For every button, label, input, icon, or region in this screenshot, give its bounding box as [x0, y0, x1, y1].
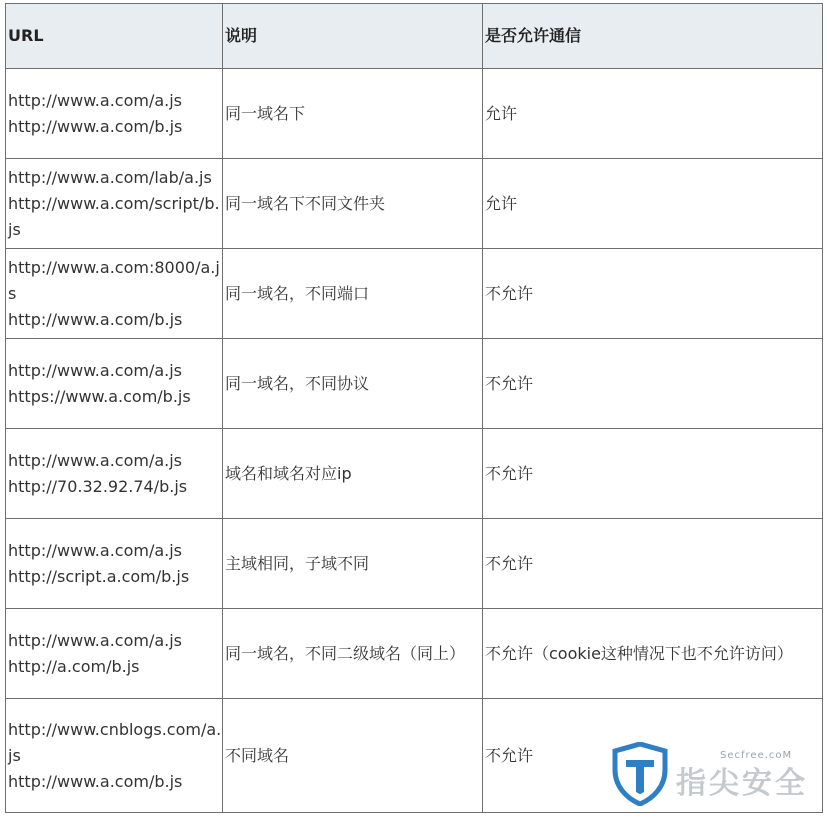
allowed-cell: 不允许 — [483, 519, 823, 609]
table-row — [6, 609, 823, 699]
description-cell: 同一域名下 — [223, 69, 483, 159]
url-cell — [6, 249, 223, 339]
header-description: 说明 — [223, 4, 483, 69]
table-header-row — [6, 4, 823, 69]
allowed-cell: 不允许 — [483, 339, 823, 429]
description-cell: 同一域名下不同文件夹 — [223, 159, 483, 249]
same-origin-table — [5, 3, 823, 813]
url-line: http://script.a.com/b.js — [8, 566, 190, 586]
url-cell — [6, 429, 223, 519]
url-line: http://www.a.com/b.js — [8, 116, 183, 136]
url-line: http://www.cnblogs.com/a.js — [8, 719, 222, 765]
description-cell: 不同域名 — [223, 699, 483, 813]
table-row — [6, 519, 823, 609]
url-line: http://www.a.com/a.js — [8, 360, 183, 380]
url-line: http://www.a.com/b.js — [8, 771, 183, 791]
url-line: http://www.a.com/a.js — [8, 540, 183, 560]
url-line: http://www.a.com/lab/a.js — [8, 167, 212, 187]
url-cell — [6, 159, 223, 249]
allowed-cell: 不允许 — [483, 699, 823, 813]
table-row — [6, 69, 823, 159]
description-cell: 同一域名，不同协议 — [223, 339, 483, 429]
table-row — [6, 159, 823, 249]
watermark-domain: Secfree.coM — [720, 750, 793, 761]
allowed-cell: 允许 — [483, 69, 823, 159]
shield-logo-icon — [612, 742, 668, 806]
description-cell: 同一域名，不同端口 — [223, 249, 483, 339]
url-cell — [6, 609, 223, 699]
url-cell — [6, 699, 223, 813]
table-row — [6, 339, 823, 429]
header-allowed: 是否允许通信 — [483, 4, 823, 69]
allowed-cell: 允许 — [483, 159, 823, 249]
url-cell — [6, 339, 223, 429]
table-row — [6, 429, 823, 519]
url-line: http://www.a.com/script/b.js — [8, 193, 220, 239]
table-row — [6, 249, 823, 339]
allowed-cell: 不允许 — [483, 249, 823, 339]
url-line: http://www.a.com/a.js — [8, 450, 183, 470]
description-cell: 同一域名，不同二级域名（同上） — [223, 609, 483, 699]
url-line: http://www.a.com/b.js — [8, 309, 183, 329]
header-url: URL — [6, 4, 223, 69]
url-line: http://www.a.com:8000/a.js — [8, 257, 220, 303]
description-cell: 主域相同，子域不同 — [223, 519, 483, 609]
url-line: http://www.a.com/a.js — [8, 90, 183, 110]
url-line: https://www.a.com/b.js — [8, 386, 191, 406]
url-line: http://a.com/b.js — [8, 656, 140, 676]
allowed-cell: 不允许 — [483, 429, 823, 519]
watermark-brand: 指尖安全 — [676, 766, 808, 801]
url-line: http://www.a.com/a.js — [8, 630, 183, 650]
url-line: http://70.32.92.74/b.js — [8, 476, 188, 496]
allowed-cell: 不允许（cookie这种情况下也不允许访问） — [483, 609, 823, 699]
url-cell — [6, 519, 223, 609]
url-cell — [6, 69, 223, 159]
watermark — [612, 742, 812, 808]
description-cell: 域名和域名对应ip — [223, 429, 483, 519]
